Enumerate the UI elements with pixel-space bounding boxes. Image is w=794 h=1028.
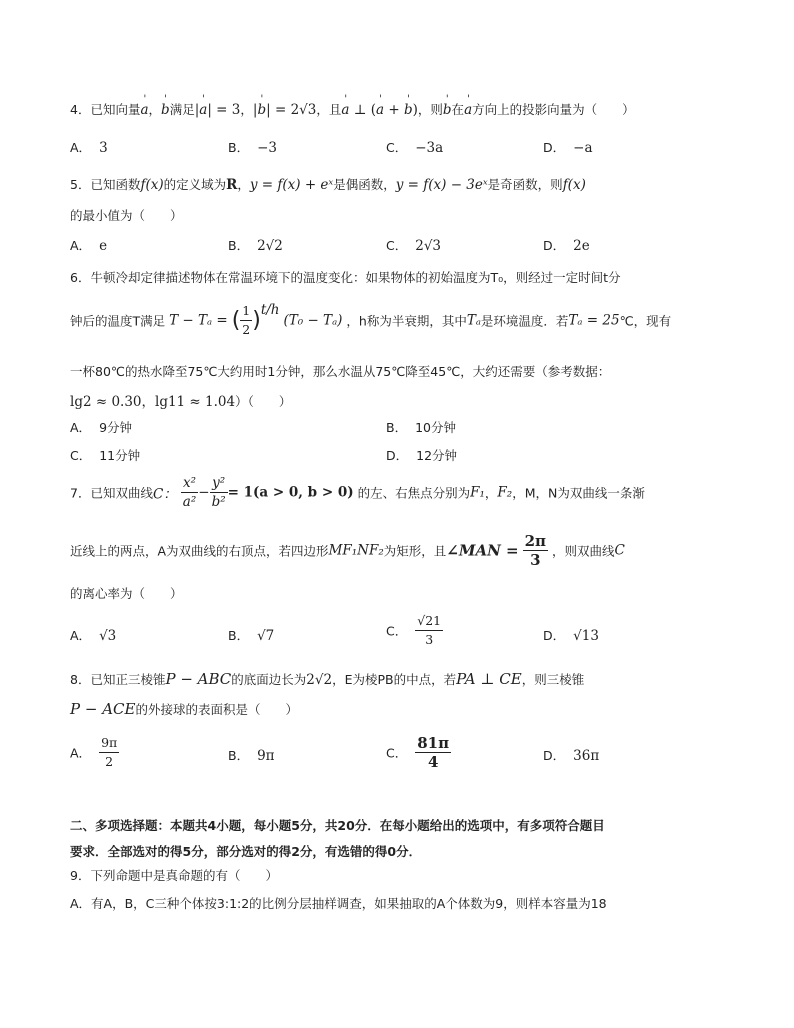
- q6-option-c[interactable]: C． 11分钟: [70, 448, 141, 463]
- q7-stem-line2: 近线上的两点，A为双曲线的右顶点，若四边形MF₁NF₂为矩形，且∠MAN = $\frac{2\pi}{3}$ ，则双曲线C: [70, 532, 625, 569]
- q7-option-b[interactable]: B． √7: [228, 628, 275, 644]
- vector-b: ' b: [443, 102, 452, 118]
- q4-text: ，且: [316, 102, 342, 117]
- q4-text: ，: [148, 102, 162, 117]
- q4-text: 满足: [169, 102, 195, 117]
- angle-fraction: $\frac{2\pi}{3}$: [524, 532, 546, 569]
- q5-stem-line2: 的最小值为（ ）: [70, 208, 183, 223]
- magnitude-b: |' b| = 2√3: [253, 102, 316, 118]
- q8-option-b[interactable]: B． 9π: [228, 748, 275, 764]
- q8-option-a[interactable]: A． $\frac{9\pi}{2}$: [70, 735, 118, 769]
- vector-a: ' a: [140, 102, 148, 118]
- q4-option-a[interactable]: A． 3: [70, 140, 108, 156]
- q9-stem: 9．下列命题中是真命题的有（ ）: [70, 868, 278, 883]
- q6-option-d[interactable]: D． 12分钟: [386, 448, 458, 463]
- q4-option-d[interactable]: D． −a: [543, 140, 593, 156]
- q4-option-c[interactable]: C． −3a: [386, 140, 444, 156]
- q6-option-a[interactable]: A． 9分钟: [70, 420, 133, 435]
- q8-stem-line1: 8．已知正三棱锥P − ABC的底面边长为2√2，E为棱PB的中点，若PA ⊥ CE，则三棱锥: [70, 670, 585, 688]
- vector-a: ' a: [464, 102, 472, 118]
- q5-option-d[interactable]: D． 2e: [543, 238, 590, 254]
- q8-option-d[interactable]: D． 36π: [543, 748, 600, 764]
- x-fraction: $\frac{\text{x²}}{\text{a²}}$: [182, 475, 197, 510]
- q6-stem-line4: lg2 ≈ 0.30，lg11 ≈ 1.04）（ ）: [70, 394, 292, 410]
- q7-stem-line1: 7．已知双曲线C： $\frac{\text{x²}}{\text{a²}}$ − $\frac{\text{y²}}{\text{b²}}$ = 1(a > 0, b > 0) 的左、右焦点分别为F₁，F₂，M，N为双曲线一条渐: [70, 475, 645, 510]
- q4-option-b[interactable]: B． −3: [228, 140, 277, 156]
- q6-stem-line2: 钟后的温度T满足 T − Tₐ = ( $\frac{1}{2}$ )$^{t/h}$ (T₀ − Tₐ) ，h称为半衰期，其中Tₐ是环境温度．若Tₐ = 25℃，现有: [70, 302, 672, 337]
- q5-option-c[interactable]: C． 2√3: [386, 238, 442, 254]
- q5-option-a[interactable]: A． e: [70, 238, 108, 254]
- q6-stem-line3: 一杯80℃的热水降至75℃大约用时1分钟，那么水温从75℃降至45℃，大约还需要（参考数据：: [70, 364, 611, 379]
- section2-heading-cont: 要求．全部选对的得5分，部分选对的得2分，有选错的得0分．: [70, 844, 422, 859]
- section2-heading: 二、多项选择题：本题共4小题，每小题5分，共20分．在每小题给出的选项中，有多项符合题目: [70, 818, 605, 833]
- y-fraction: $\frac{\text{y²}}{\text{b²}}$: [211, 475, 226, 510]
- vector-b: ' b: [161, 102, 170, 118]
- q5-stem-line1: 5．已知函数f(x)的定义域为R，y = f(x) + eˣ是偶函数，y = f(x) − 3eˣ是奇函数，则f(x): [70, 177, 586, 193]
- q7-stem-line3: 的离心率为（ ）: [70, 586, 183, 601]
- q8-stem-line2: P − ACE的外接球的表面积是（ ）: [70, 700, 298, 718]
- q8-option-c[interactable]: C． $\frac{81\pi}{4}$: [386, 734, 450, 771]
- q6-stem-line1: 6．牛顿冷却定律描述物体在常温环境下的温度变化：如果物体的初始温度为T₀，则经过一定时间t分: [70, 270, 621, 285]
- q6-option-b[interactable]: B． 10分钟: [386, 420, 456, 435]
- q7-option-d[interactable]: D． √13: [543, 628, 599, 644]
- q7-option-c[interactable]: C． $\frac{√21}{3}$: [386, 613, 442, 647]
- q5-option-b[interactable]: B． 2√2: [228, 238, 283, 254]
- q4-text: ，则: [417, 102, 443, 117]
- q4-text: 在: [451, 102, 465, 117]
- q4-text: 4．已知向量: [70, 102, 141, 117]
- q4-stem: 4．已知向量' a，' b满足|' a| = 3，|' b| = 2√3，且' a ⊥ (' a + ' b)，则' b在' a方向上的投影向量为（ ）: [70, 100, 635, 118]
- perp-condition: ' a ⊥ (' a + ' b): [341, 102, 418, 118]
- magnitude-a: |' a| = 3: [195, 102, 241, 118]
- q9-option-a[interactable]: A．有A，B，C三种个体按3:1:2的比例分层抽样调查，如果抽取的A个体数为9，则样本容量为18: [70, 896, 607, 911]
- q4-text: 方向上的投影向量为（ ）: [472, 102, 635, 117]
- q7-option-a[interactable]: A． √3: [70, 628, 117, 644]
- half-fraction: $\frac{1}{2}$: [242, 303, 251, 337]
